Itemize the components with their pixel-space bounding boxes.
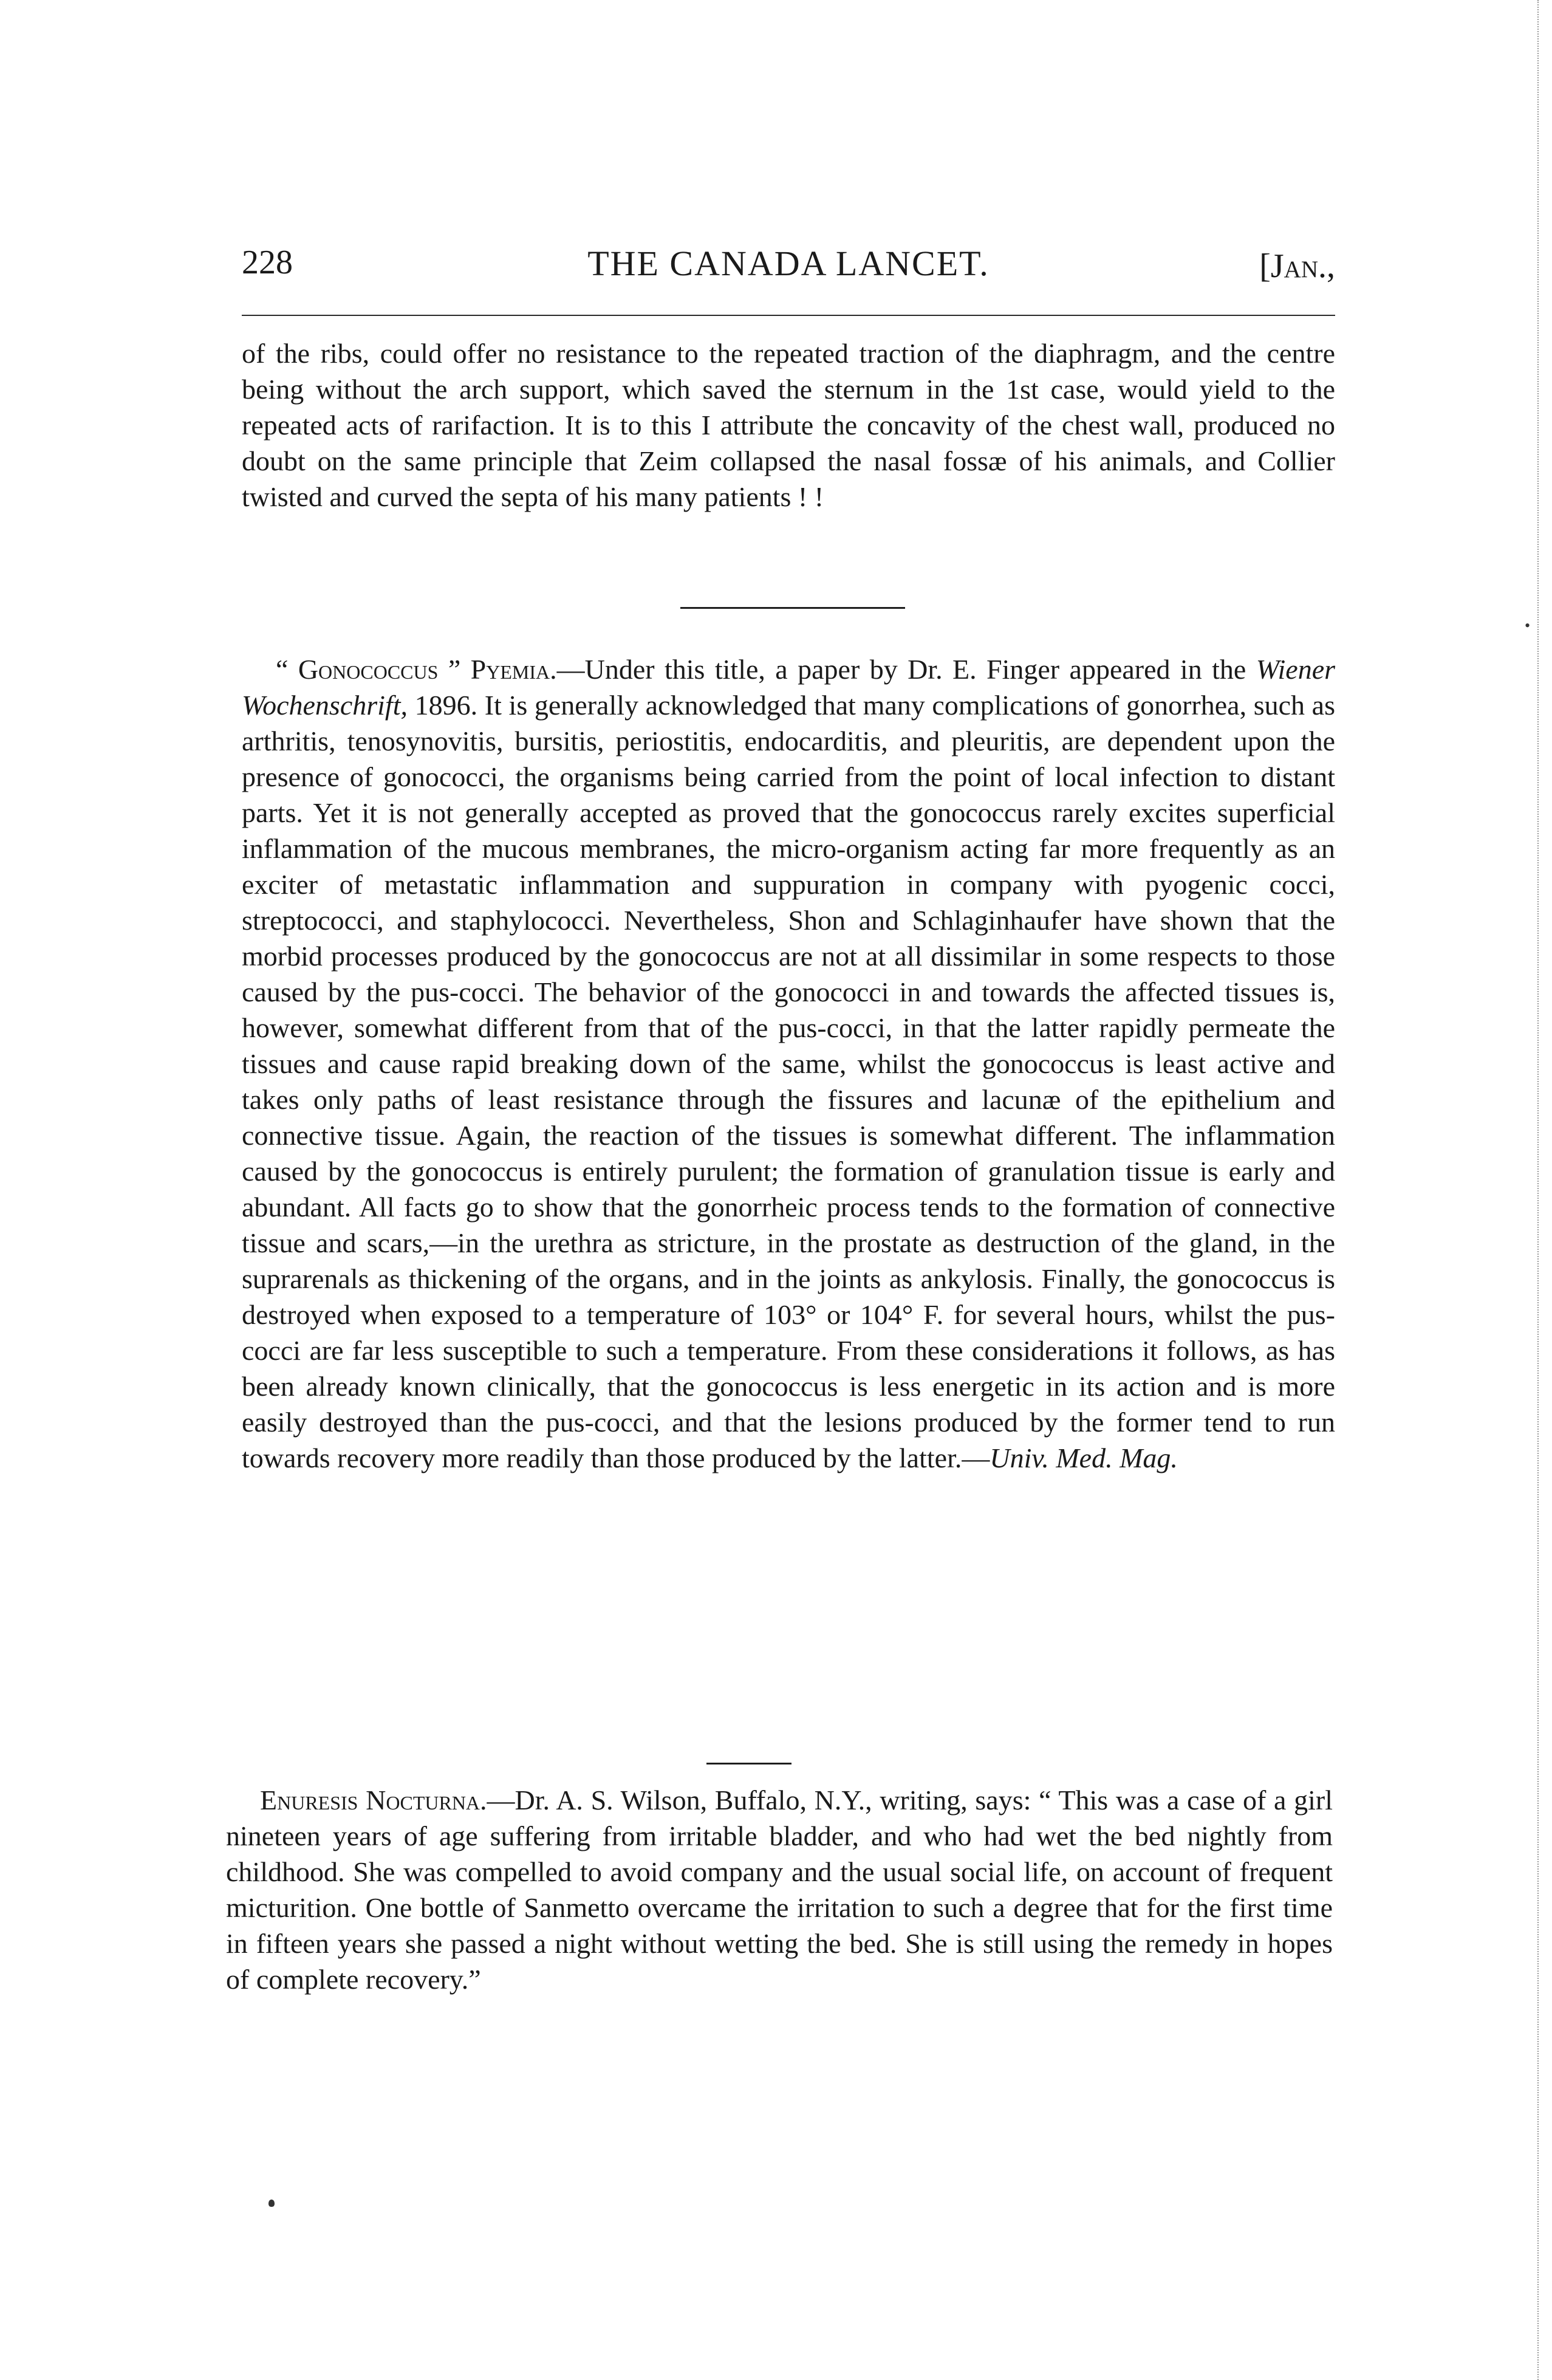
- page-header: [242, 243, 1335, 298]
- continued-paragraph: [242, 335, 1335, 515]
- article-enuresis: [226, 1782, 1333, 1997]
- page-number: 228: [242, 244, 293, 281]
- ink-blot: [268, 2200, 275, 2207]
- page-edge: [1536, 0, 1539, 2380]
- issue-month: [Jan.,: [1259, 247, 1335, 285]
- article-body: 1896. It is generally acknowledged that many complications of gonorrhea, such as arthritis, tenosynovitis, bursitis, periostitis, endocarditis, and pleuritis, are dependent upon the presence of gonococci, the organisms being carried from the point of local infection to distant parts. Yet it is not generally accepted as proved that the gonococcus rarely excites superficial inflammation of the mucous membranes, the micro-organism acting far more frequently as an exciter of metastatic inflammation and suppuration in company with pyogenic cocci, streptococci, and staphylococci. Nevertheless, Shon and Schlaginhaufer have shown that the morbid processes produced by the gonococcus are not at all dissimilar in some respects to those caused by the pus-cocci. The behavior of the gonococci in and towards the affected tissues is, however, somewhat different from that of the pus-cocci, in that the latter rapidly permeate the tissues and cause rapid breaking down of the same, whilst the gonococcus is least active and takes only paths of least resistance through the fissures and lacunæ of the epithelium and connective tissue. Again, the reaction of the tissues is somewhat different. The inflammation caused by the gonococcus is entirely purulent; the formation of granulation tissue is early and abundant. All facts go to show that the gonorrheic process tends to the formation of connective tissue and scars,—in the urethra as stricture, in the prostate as destruction of the gland, in the suprarenals as thickening of the organs, and in the joints as ankylosis. Finally, the gonococcus is destroyed when exposed to a temperature of 103° or 104° F. for several hours, whilst the pus-cocci are far less susceptible to such a temperature. From these considerations it follows, as has been already known clinically, that the gonococcus is less energetic in its action and is more easily destroyed than the pus-cocci, and that the lesions produced by the former tend to run towards recovery more readily than those produced by the latter.—: [242, 690, 1335, 1473]
- article-source: Univ. Med. Mag.: [990, 1442, 1178, 1473]
- margin-mark: •: [1525, 617, 1531, 634]
- article-lead: —Under this title, a paper by Dr. E. Finger appeared in the: [556, 654, 1256, 685]
- article-heading: “ Gonococcus ” Pyemia.: [276, 654, 557, 685]
- journal-title: Wiener Wochenschrift,: [242, 654, 1336, 721]
- section-divider: [680, 607, 905, 609]
- header-rule: [242, 315, 1335, 316]
- article-body: —Dr. A. S. Wilson, Buffalo, N.Y., writing, says: “ This was a case of a girl nineteen years of age suffering from irritable bladder, and who had wet the bed nightly from childhood. She was compelled to avoid company and the usual social life, on account of frequent micturition. One bottle of Sanmetto overcame the irritation to such a degree that for the first time in fifteen years she passed a night without wetting the bed. She is still using the remedy in hopes of complete recovery.”: [226, 1785, 1333, 1995]
- continued-paragraph-text: of the ribs, could offer no resistance to the repeated traction of the diaphragm, and the centre being without the arch support, which saved the sternum in the 1st case, would yield to the repeated acts of rarifaction. It is to this I attribute the concavity of the chest wall, produced no doubt on the same principle that Zeim collapsed the nasal fossæ of his animals, and Collier twisted and curved the septa of his many patients ! !: [242, 338, 1335, 512]
- article-gonococcus: [242, 651, 1335, 1476]
- running-title: THE CANADA LANCET.: [587, 244, 990, 283]
- section-divider: [706, 1763, 791, 1764]
- article-heading: Enuresis Nocturna.: [260, 1785, 487, 1816]
